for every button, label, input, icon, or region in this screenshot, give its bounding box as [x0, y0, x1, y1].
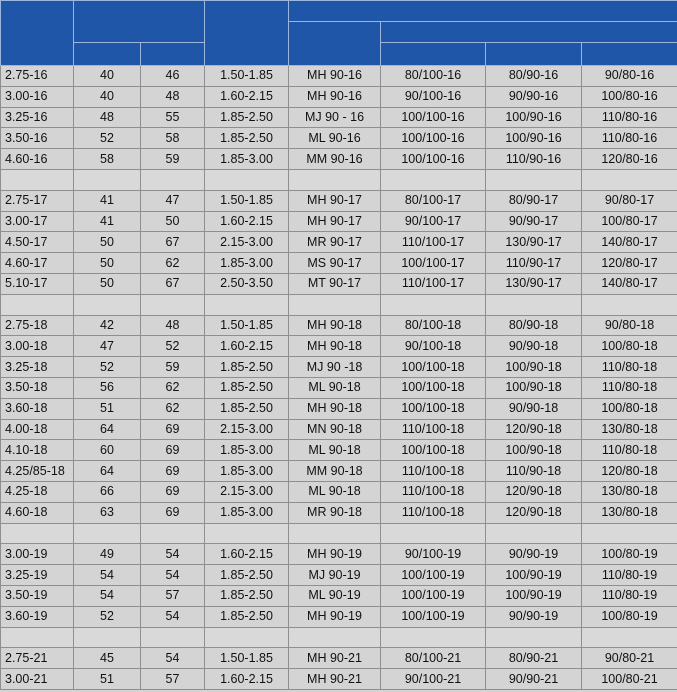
table-cell: MH 90-18	[289, 336, 381, 357]
table-cell: 4.10-18	[1, 440, 74, 461]
table-cell: 2.75-21	[1, 648, 74, 669]
table-cell: 100/90-16	[486, 107, 582, 128]
table-cell: 3.60-19	[1, 606, 74, 627]
table-cell: MJ 90 - 16	[289, 107, 381, 128]
table-cell: 4.50-17	[1, 232, 74, 253]
table-cell: 3.50-16	[1, 128, 74, 149]
table-cell: 1.85-2.50	[205, 377, 289, 398]
table-row	[1, 273, 677, 294]
table-cell: 90/80-17	[582, 190, 677, 211]
table-cell: 41	[74, 211, 141, 232]
table-cell: 2.15-3.00	[205, 232, 289, 253]
table-row	[1, 606, 677, 627]
table-cell: 110/80-18	[582, 357, 677, 378]
table-cell: 51	[74, 669, 141, 690]
spacer-cell	[381, 294, 486, 315]
table-cell: MJ 90-19	[289, 565, 381, 586]
table-cell: 54	[141, 648, 205, 669]
table-cell: 100/100-19	[381, 565, 486, 586]
table-cell: 100/80-19	[582, 606, 677, 627]
table-cell: 1.85-2.50	[205, 606, 289, 627]
table-cell: 40	[74, 66, 141, 87]
table-cell: 120/90-18	[486, 419, 582, 440]
table-row	[1, 565, 677, 586]
table-cell: 1.85-3.00	[205, 253, 289, 274]
table-cell: 110/90-16	[486, 149, 582, 170]
table-cell: 66	[74, 481, 141, 502]
table-cell: MR 90-18	[289, 502, 381, 523]
table-cell: 100/100-19	[381, 585, 486, 606]
spacer-cell	[289, 169, 381, 190]
table-cell: MJ 90 -18	[289, 357, 381, 378]
table-cell: 90/90-19	[486, 606, 582, 627]
table-row	[1, 585, 677, 606]
spacer-cell	[289, 294, 381, 315]
table-row	[1, 128, 677, 149]
table-cell: 100/100-18	[381, 440, 486, 461]
table-cell: 2.50-3.50	[205, 273, 289, 294]
table-row	[1, 481, 677, 502]
table-cell: 62	[141, 377, 205, 398]
table-cell: 54	[74, 565, 141, 586]
table-cell: 50	[74, 273, 141, 294]
table-cell: 1.50-1.85	[205, 315, 289, 336]
spacer-cell	[381, 523, 486, 544]
table-cell: 120/90-18	[486, 481, 582, 502]
table-cell: MH 90-17	[289, 190, 381, 211]
table-cell: 100/100-16	[381, 149, 486, 170]
spacer-cell	[74, 627, 141, 648]
table-row	[1, 502, 677, 523]
table-cell: 100/100-19	[381, 606, 486, 627]
table-cell: 47	[74, 336, 141, 357]
spacer-cell	[289, 627, 381, 648]
table-cell: 100/80-21	[582, 669, 677, 690]
spacer-cell	[486, 294, 582, 315]
table-cell: 3.00-18	[1, 336, 74, 357]
header-cell-sub-90	[486, 43, 582, 66]
spacer-cell	[141, 627, 205, 648]
table-cell: 90/100-19	[381, 544, 486, 565]
table-cell: 52	[74, 606, 141, 627]
spacer-cell	[582, 627, 677, 648]
table-cell: 54	[74, 585, 141, 606]
table-cell: MM 90-16	[289, 149, 381, 170]
table-cell: 1.85-2.50	[205, 398, 289, 419]
table-cell: 4.25-18	[1, 481, 74, 502]
table-cell: 50	[74, 253, 141, 274]
group-spacer-row	[1, 169, 677, 190]
table-row	[1, 149, 677, 170]
table-cell: 4.25/85-18	[1, 461, 74, 482]
table-cell: 47	[141, 190, 205, 211]
table-cell: 56	[74, 377, 141, 398]
table-cell: 100/90-16	[486, 128, 582, 149]
table-cell: 110/80-19	[582, 585, 677, 606]
table-cell: 3.00-16	[1, 86, 74, 107]
table-row	[1, 336, 677, 357]
table-cell: 4.00-18	[1, 419, 74, 440]
table-row	[1, 357, 677, 378]
spacer-cell	[582, 169, 677, 190]
table-cell: 130/80-18	[582, 481, 677, 502]
table-cell: 62	[141, 398, 205, 419]
table-cell: 1.50-1.85	[205, 648, 289, 669]
table-row	[1, 544, 677, 565]
table-cell: 52	[141, 336, 205, 357]
table-cell: 100/80-16	[582, 86, 677, 107]
table-cell: 100/100-18	[381, 357, 486, 378]
table-cell: 100/90-19	[486, 565, 582, 586]
table-cell: 130/80-18	[582, 502, 677, 523]
table-row	[1, 377, 677, 398]
table-cell: 90/90-19	[486, 544, 582, 565]
table-cell: 90/100-21	[381, 669, 486, 690]
table-cell: 80/100-17	[381, 190, 486, 211]
table-cell: 55	[141, 107, 205, 128]
spacer-cell	[486, 169, 582, 190]
table-cell: 58	[141, 128, 205, 149]
table-cell: 100/80-18	[582, 398, 677, 419]
table-cell: 110/90-18	[486, 461, 582, 482]
table-cell: 110/100-18	[381, 502, 486, 523]
spacer-cell	[582, 523, 677, 544]
header-cell-sub-100	[381, 43, 486, 66]
table-cell: 80/90-18	[486, 315, 582, 336]
table-body	[1, 66, 677, 690]
table-cell: 60	[74, 440, 141, 461]
table-row	[1, 440, 677, 461]
table-cell: 120/90-18	[486, 502, 582, 523]
table-cell: 2.75-17	[1, 190, 74, 211]
table-cell: 48	[74, 107, 141, 128]
header-cell-equivalents	[289, 1, 677, 22]
table-cell: ML 90-18	[289, 481, 381, 502]
table-cell: 110/90-17	[486, 253, 582, 274]
table-row	[1, 232, 677, 253]
table-cell: 1.85-2.50	[205, 357, 289, 378]
table-cell: 100/100-16	[381, 128, 486, 149]
table-cell: 3.50-18	[1, 377, 74, 398]
table-cell: 2.75-16	[1, 66, 74, 87]
header-cell-metric	[381, 22, 677, 43]
table-cell: 110/80-18	[582, 440, 677, 461]
table-cell: 40	[74, 86, 141, 107]
table-cell: 1.50-1.85	[205, 66, 289, 87]
table-cell: 110/100-18	[381, 419, 486, 440]
spacer-cell	[141, 169, 205, 190]
spacer-cell	[74, 294, 141, 315]
table-cell: 1.60-2.15	[205, 86, 289, 107]
table-cell: 69	[141, 440, 205, 461]
table-row	[1, 253, 677, 274]
table-cell: 130/80-18	[582, 419, 677, 440]
table-cell: 1.60-2.15	[205, 669, 289, 690]
table-cell: 2.75-18	[1, 315, 74, 336]
table-row	[1, 190, 677, 211]
table-cell: 110/80-18	[582, 377, 677, 398]
table-cell: 42	[74, 315, 141, 336]
table-cell: ML 90-18	[289, 377, 381, 398]
table-cell: 1.85-3.00	[205, 440, 289, 461]
table-cell: 62	[141, 253, 205, 274]
header-cell-sub-1	[74, 43, 141, 66]
table-cell: 3.00-19	[1, 544, 74, 565]
table-cell: 50	[74, 232, 141, 253]
spacer-cell	[205, 627, 289, 648]
table-row	[1, 648, 677, 669]
table-cell: 130/90-17	[486, 232, 582, 253]
table-cell: 51	[74, 398, 141, 419]
table-cell: MT 90-17	[289, 273, 381, 294]
table-cell: 100/90-18	[486, 377, 582, 398]
table-cell: 80/90-17	[486, 190, 582, 211]
table-cell: 100/100-16	[381, 107, 486, 128]
table-cell: 90/100-16	[381, 86, 486, 107]
spacer-cell	[205, 169, 289, 190]
table-cell: 3.25-18	[1, 357, 74, 378]
table-cell: 100/100-18	[381, 398, 486, 419]
spacer-cell	[141, 294, 205, 315]
table-cell: 90/90-18	[486, 336, 582, 357]
table-cell: 48	[141, 315, 205, 336]
table-cell: 120/80-16	[582, 149, 677, 170]
table-cell: 90/90-17	[486, 211, 582, 232]
spacer-cell	[205, 294, 289, 315]
table-row	[1, 419, 677, 440]
table-cell: 2.15-3.00	[205, 481, 289, 502]
table-cell: 1.60-2.15	[205, 336, 289, 357]
spacer-cell	[486, 627, 582, 648]
table-cell: 3.25-16	[1, 107, 74, 128]
table-row	[1, 669, 677, 690]
table-cell: MH 90-19	[289, 606, 381, 627]
table-cell: 3.50-19	[1, 585, 74, 606]
group-spacer-row	[1, 627, 677, 648]
table-cell: 100/80-18	[582, 336, 677, 357]
table-cell: 3.00-21	[1, 669, 74, 690]
table-cell: 100/90-19	[486, 585, 582, 606]
table-cell: 3.25-19	[1, 565, 74, 586]
table-cell: MH 90-16	[289, 86, 381, 107]
table-cell: 69	[141, 502, 205, 523]
table-cell: 52	[74, 128, 141, 149]
table-cell: 69	[141, 419, 205, 440]
table-cell: MH 90-17	[289, 211, 381, 232]
table-cell: 69	[141, 481, 205, 502]
table-cell: 48	[141, 86, 205, 107]
spacer-cell	[74, 169, 141, 190]
spacer-cell	[289, 523, 381, 544]
header-cell-sub-80	[582, 43, 677, 66]
table-cell: 64	[74, 419, 141, 440]
table-row	[1, 86, 677, 107]
table-cell: 120/80-18	[582, 461, 677, 482]
table-cell: 140/80-17	[582, 273, 677, 294]
table-cell: 58	[74, 149, 141, 170]
table-cell: MN 90-18	[289, 419, 381, 440]
table-cell: 110/80-16	[582, 128, 677, 149]
table-cell: MH 90-21	[289, 648, 381, 669]
group-spacer-row	[1, 523, 677, 544]
table-cell: 59	[141, 149, 205, 170]
table-cell: 1.85-2.50	[205, 107, 289, 128]
table-cell: 100/90-18	[486, 357, 582, 378]
spacer-cell	[141, 523, 205, 544]
spacer-cell	[381, 627, 486, 648]
spacer-cell	[1, 627, 74, 648]
table-row	[1, 461, 677, 482]
header-cell-alpha	[289, 22, 381, 66]
table-cell: 46	[141, 66, 205, 87]
table-cell: 63	[74, 502, 141, 523]
table-cell: 90/90-21	[486, 669, 582, 690]
table-cell: 110/100-17	[381, 232, 486, 253]
table-cell: 1.85-2.50	[205, 585, 289, 606]
table-cell: 110/100-17	[381, 273, 486, 294]
table-cell: 1.85-2.50	[205, 565, 289, 586]
spacer-cell	[486, 523, 582, 544]
table-cell: 3.00-17	[1, 211, 74, 232]
table-row	[1, 398, 677, 419]
table-cell: 1.60-2.15	[205, 211, 289, 232]
table-cell: 1.50-1.85	[205, 190, 289, 211]
table-cell: 1.60-2.15	[205, 544, 289, 565]
table-cell: 5.10-17	[1, 273, 74, 294]
table-row	[1, 107, 677, 128]
table-cell: 100/80-19	[582, 544, 677, 565]
table-row	[1, 315, 677, 336]
table-cell: 1.85-2.50	[205, 128, 289, 149]
header-cell-size	[1, 1, 74, 66]
table-cell: 54	[141, 606, 205, 627]
table-row	[1, 211, 677, 232]
spacer-cell	[1, 169, 74, 190]
group-spacer-row	[1, 294, 677, 315]
table-cell: 100/100-18	[381, 377, 486, 398]
table-cell: 80/100-16	[381, 66, 486, 87]
table-cell: 1.85-3.00	[205, 149, 289, 170]
table-cell: 140/80-17	[582, 232, 677, 253]
table-cell: ML 90-19	[289, 585, 381, 606]
table-cell: 100/90-18	[486, 440, 582, 461]
table-cell: 3.60-18	[1, 398, 74, 419]
table-cell: 4.60-17	[1, 253, 74, 274]
table-cell: 49	[74, 544, 141, 565]
table-cell: 120/80-17	[582, 253, 677, 274]
header-cell-rim	[205, 1, 289, 66]
table-cell: 52	[74, 357, 141, 378]
table-cell: 59	[141, 357, 205, 378]
table-cell: 4.60-18	[1, 502, 74, 523]
table-cell: 54	[141, 565, 205, 586]
table-cell: 110/100-18	[381, 461, 486, 482]
table-cell: 50	[141, 211, 205, 232]
table-cell: 1.85-3.00	[205, 502, 289, 523]
table-cell: 90/80-18	[582, 315, 677, 336]
table-cell: 54	[141, 544, 205, 565]
table-cell: 90/90-16	[486, 86, 582, 107]
table-cell: 80/90-16	[486, 66, 582, 87]
table-cell: 1.85-3.00	[205, 461, 289, 482]
table-cell: 100/80-17	[582, 211, 677, 232]
table-cell: ML 90-18	[289, 440, 381, 461]
spacer-cell	[74, 523, 141, 544]
table-cell: 4.60-16	[1, 149, 74, 170]
header-cell-group-a	[74, 1, 205, 43]
spacer-cell	[1, 523, 74, 544]
table-cell: 130/90-17	[486, 273, 582, 294]
table-cell: 80/90-21	[486, 648, 582, 669]
table-cell: 45	[74, 648, 141, 669]
table-cell: 67	[141, 232, 205, 253]
table-cell: 90/100-17	[381, 211, 486, 232]
table-cell: MH 90-16	[289, 66, 381, 87]
table-cell: 110/100-18	[381, 481, 486, 502]
table-cell: 90/90-18	[486, 398, 582, 419]
table-cell: 90/100-18	[381, 336, 486, 357]
table-cell: 80/100-21	[381, 648, 486, 669]
table-cell: 90/80-16	[582, 66, 677, 87]
table-cell: 57	[141, 669, 205, 690]
table-cell: 69	[141, 461, 205, 482]
table-cell: MS 90-17	[289, 253, 381, 274]
spacer-cell	[205, 523, 289, 544]
table-cell: 2.15-3.00	[205, 419, 289, 440]
table-cell: MR 90-17	[289, 232, 381, 253]
spacer-cell	[381, 169, 486, 190]
table-cell: 90/80-21	[582, 648, 677, 669]
table-cell: MH 90-18	[289, 315, 381, 336]
table-cell: MH 90-18	[289, 398, 381, 419]
table-cell: 67	[141, 273, 205, 294]
header-cell-sub-2	[141, 43, 205, 66]
table-cell: ML 90-16	[289, 128, 381, 149]
table-cell: MH 90-21	[289, 669, 381, 690]
table-cell: 64	[74, 461, 141, 482]
table-cell: MM 90-18	[289, 461, 381, 482]
table-cell: 100/100-17	[381, 253, 486, 274]
table-cell: 110/80-16	[582, 107, 677, 128]
table-cell: MH 90-19	[289, 544, 381, 565]
spacer-cell	[582, 294, 677, 315]
table-cell: 57	[141, 585, 205, 606]
spacer-cell	[1, 294, 74, 315]
table-header	[1, 1, 677, 66]
table-cell: 41	[74, 190, 141, 211]
table-cell: 110/80-19	[582, 565, 677, 586]
table-row	[1, 66, 677, 87]
table-cell: 80/100-18	[381, 315, 486, 336]
